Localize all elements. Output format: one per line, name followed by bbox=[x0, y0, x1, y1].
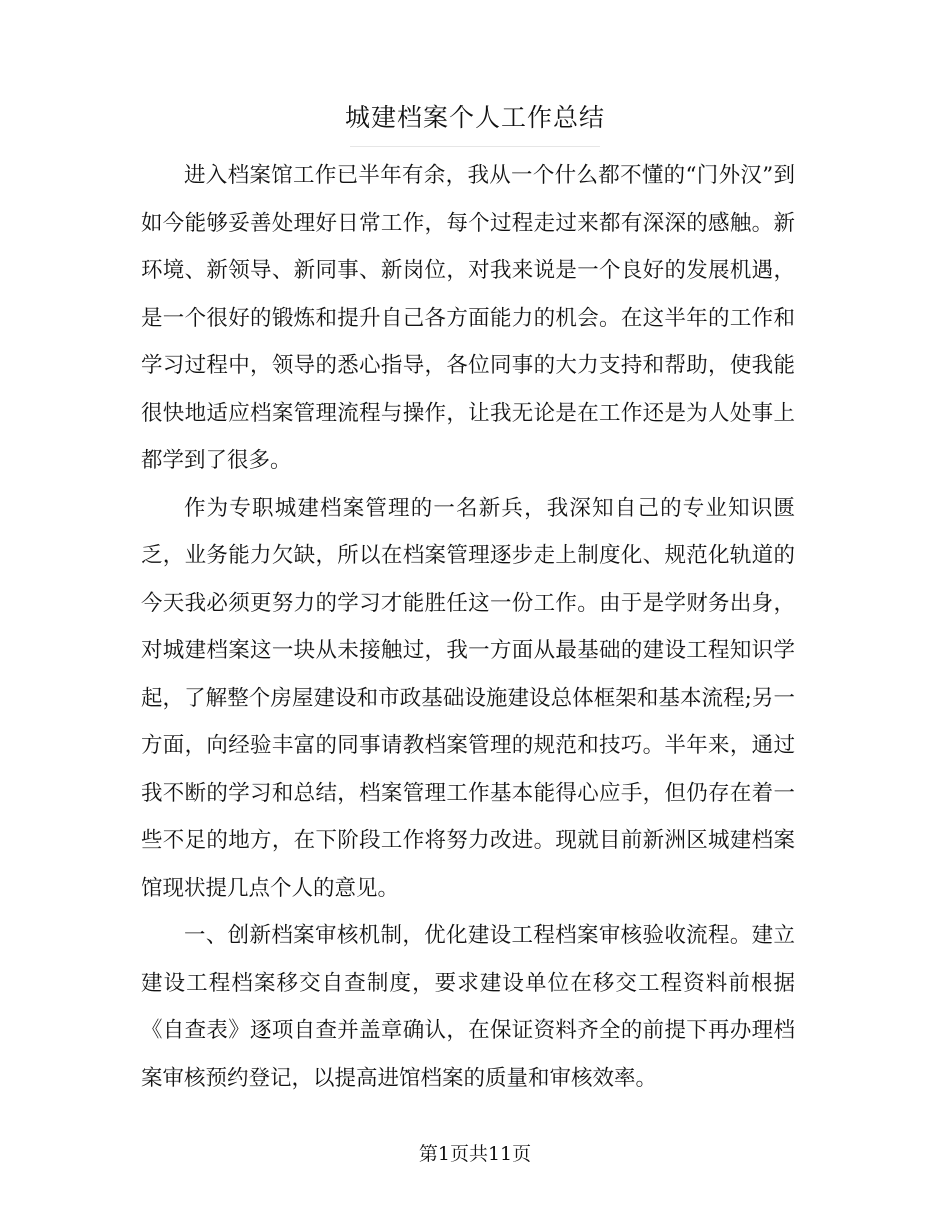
document-body bbox=[141, 152, 795, 1102]
document-title: 城建档案个人工作总结 bbox=[344, 103, 605, 132]
paragraph-2: 作为专职城建档案管理的一名新兵，我深知自己的专业知识匮乏，业务能力欠缺，所以在档案管理逐步走上制度化、规范化轨道的今天我必须更努力的学习才能胜任这一份工作。由于是学财务出身，对城建档案这一块从未接触过，我一方面从最基础的建设工程知识学起，了解整个房屋建设和市政基础设施建设总体框架和基本流程;另一方面，向经验丰富的同事请教档案管理的规范和技巧。半年来，通过我不断的学习和总结，档案管理工作基本能得心应手，但仍存在着一些不足的地方，在下阶段工作将努力改进。现就目前新洲区城建档案馆现状提几点个人的意见。 bbox=[141, 495, 795, 901]
paragraph-3: 一、创新档案审核机制，优化建设工程档案审核验收流程。建立建设工程档案移交自查制度，要求建设单位在移交工程资料前根据《自查表》逐项自查并盖章确认，在保证资料齐全的前提下再办理档案审核预约登记，以提高进馆档案的质量和审核效率。 bbox=[141, 923, 795, 1091]
title-underline bbox=[350, 146, 600, 147]
paragraph-1: 进入档案馆工作已半年有余，我从一个什么都不懂的“门外汉”到如今能够妥善处理好日常工作，每个过程走过来都有深深的感触。新环境、新领导、新同事、新岗位，对我来说是一个良好的发展机遇，是一个很好的锻炼和提升自己各方面能力的机会。在这半年的工作和学习过程中，领导的悉心指导，各位同事的大力支持和帮助，使我能很快地适应档案管理流程与操作，让我无论是在工作还是为人处事上都学到了很多。 bbox=[141, 163, 795, 473]
page-number-footer: 第1页共11页 bbox=[418, 1143, 532, 1165]
